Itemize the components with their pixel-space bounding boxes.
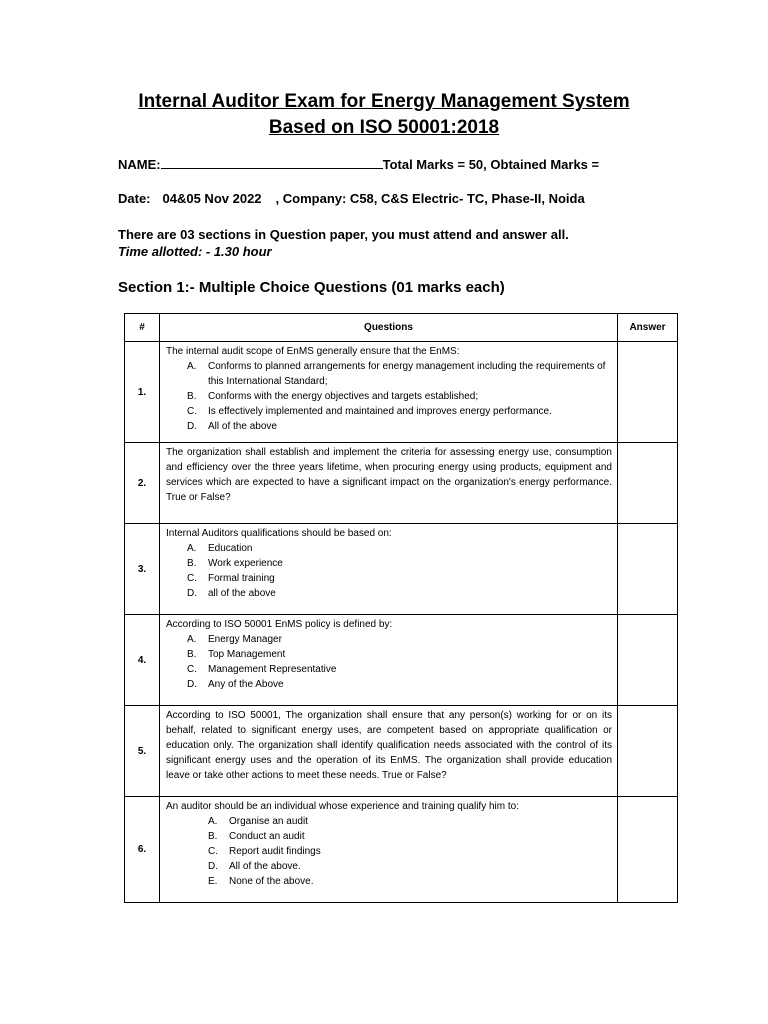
option-text: Formal training bbox=[208, 573, 275, 584]
question-text: According to ISO 50001 EnMS policy is defined by: bbox=[166, 619, 393, 630]
option-marker: C. bbox=[187, 406, 197, 417]
name-marks-line bbox=[118, 155, 599, 172]
question-cell bbox=[160, 524, 618, 615]
option-marker: B. bbox=[187, 558, 197, 569]
option-item bbox=[166, 647, 612, 662]
questions-table bbox=[124, 313, 678, 903]
option-item bbox=[166, 571, 612, 586]
question-number: 2. bbox=[125, 443, 160, 524]
marks-text: Total Marks = 50, Obtained Marks = bbox=[382, 157, 600, 172]
option-text: Conforms to planned arrangements for energy management including the requirements of this International Standard; bbox=[208, 361, 606, 387]
document-title: Internal Auditor Exam for Energy Management System bbox=[138, 91, 630, 112]
header-number: # bbox=[125, 314, 160, 342]
option-text: Conforms with the energy objectives and targets established; bbox=[208, 391, 479, 402]
option-marker: D. bbox=[208, 861, 218, 872]
instructions-text: There are 03 sections in Question paper, you must attend and answer all. bbox=[118, 227, 569, 242]
table-row bbox=[125, 524, 678, 615]
option-item bbox=[166, 586, 612, 601]
document-subtitle: Based on ISO 50001:2018 bbox=[268, 117, 500, 138]
option-item bbox=[166, 541, 612, 556]
time-allotted-text: Time allotted: - 1.30 hour bbox=[118, 244, 272, 259]
question-text: The organization shall establish and implement the criteria for assessing energy use, consumption and efficiency over the three years lifetime, when procuring energy using products, equipment and services which are expected to have a significant impact on the organization's energy performance. True or False? bbox=[166, 447, 612, 503]
answer-cell[interactable] bbox=[618, 797, 678, 903]
section-heading: Section 1:- Multiple Choice Questions (01 marks each) bbox=[118, 279, 505, 296]
question-cell bbox=[160, 342, 618, 443]
option-marker: C. bbox=[208, 846, 218, 857]
question-number: 3. bbox=[125, 524, 160, 615]
option-text: Organise an audit bbox=[229, 816, 308, 827]
question-cell bbox=[160, 706, 618, 797]
option-marker: B. bbox=[187, 391, 197, 402]
option-marker: A. bbox=[187, 543, 197, 554]
question-number: 6. bbox=[125, 797, 160, 903]
option-text: Management Representative bbox=[208, 664, 337, 675]
question-text: Internal Auditors qualifications should be based on: bbox=[166, 528, 392, 539]
option-text: Energy Manager bbox=[208, 634, 282, 645]
option-text: Education bbox=[208, 543, 253, 554]
option-text: All of the above bbox=[208, 421, 277, 432]
question-text: An auditor should be an individual whose experience and training qualify him to: bbox=[166, 801, 520, 812]
question-cell bbox=[160, 615, 618, 706]
table-row bbox=[125, 342, 678, 443]
answer-cell[interactable] bbox=[618, 615, 678, 706]
option-marker: B. bbox=[208, 831, 218, 842]
question-cell bbox=[160, 797, 618, 903]
option-text: All of the above. bbox=[229, 861, 301, 872]
option-item bbox=[166, 829, 612, 844]
question-number: 4. bbox=[125, 615, 160, 706]
option-item bbox=[166, 632, 612, 647]
option-text: Top Management bbox=[208, 649, 286, 660]
option-text: all of the above bbox=[208, 588, 276, 599]
option-list bbox=[166, 541, 612, 601]
question-number: 5. bbox=[125, 706, 160, 797]
name-blank-field[interactable] bbox=[161, 155, 383, 169]
option-marker: A. bbox=[187, 361, 197, 372]
option-item bbox=[166, 677, 612, 692]
option-marker: D. bbox=[187, 588, 197, 599]
answer-cell[interactable] bbox=[618, 706, 678, 797]
option-list bbox=[166, 359, 612, 434]
table-row bbox=[125, 443, 678, 524]
option-list bbox=[166, 632, 612, 692]
option-item bbox=[166, 859, 612, 874]
option-marker: E. bbox=[208, 876, 218, 887]
question-text: According to ISO 50001, The organization shall ensure that any person(s) working for or on its behalf, related to significant energy uses, are competent based on appropriate qualification or education only. The organization shall identify qualification needs associated with the control of its significant energy uses and the operation of its EnMS. The organization shall provide education leave or take other actions to meet these needs. True or False? bbox=[166, 710, 612, 781]
option-item bbox=[166, 404, 612, 419]
option-text: None of the above. bbox=[229, 876, 314, 887]
option-item bbox=[166, 874, 612, 889]
option-item bbox=[166, 359, 612, 389]
option-marker: B. bbox=[187, 649, 197, 660]
question-cell bbox=[160, 443, 618, 524]
answer-cell[interactable] bbox=[618, 443, 678, 524]
table-row bbox=[125, 706, 678, 797]
option-text: Any of the Above bbox=[208, 679, 284, 690]
table-header-row bbox=[125, 314, 678, 342]
answer-cell[interactable] bbox=[618, 342, 678, 443]
date-value: 04&05 Nov 2022 bbox=[162, 191, 262, 206]
date-company-line bbox=[118, 191, 585, 206]
question-text: The internal audit scope of EnMS generally ensure that the EnMS: bbox=[166, 346, 460, 357]
date-label: Date: bbox=[118, 191, 151, 206]
option-marker: C. bbox=[187, 664, 197, 675]
table-row bbox=[125, 615, 678, 706]
option-marker: C. bbox=[187, 573, 197, 584]
option-text: Is effectively implemented and maintained and improves energy performance. bbox=[208, 406, 552, 417]
company-text: , Company: C58, C&S Electric- TC, Phase-II, Noida bbox=[275, 191, 585, 206]
option-item bbox=[166, 389, 612, 404]
header-answer: Answer bbox=[618, 314, 678, 342]
option-item bbox=[166, 844, 612, 859]
option-marker: D. bbox=[187, 421, 197, 432]
question-number: 1. bbox=[125, 342, 160, 443]
option-marker: A. bbox=[208, 816, 218, 827]
table-row bbox=[125, 797, 678, 903]
option-item bbox=[166, 419, 612, 434]
option-marker: D. bbox=[187, 679, 197, 690]
option-text: Conduct an audit bbox=[229, 831, 305, 842]
option-item bbox=[166, 814, 612, 829]
header-questions: Questions bbox=[160, 314, 618, 342]
option-item bbox=[166, 662, 612, 677]
option-marker: A. bbox=[187, 634, 197, 645]
option-text: Work experience bbox=[208, 558, 283, 569]
option-item bbox=[166, 556, 612, 571]
option-text: Report audit findings bbox=[229, 846, 321, 857]
option-list bbox=[166, 814, 612, 889]
answer-cell[interactable] bbox=[618, 524, 678, 615]
name-label: NAME: bbox=[118, 157, 161, 172]
